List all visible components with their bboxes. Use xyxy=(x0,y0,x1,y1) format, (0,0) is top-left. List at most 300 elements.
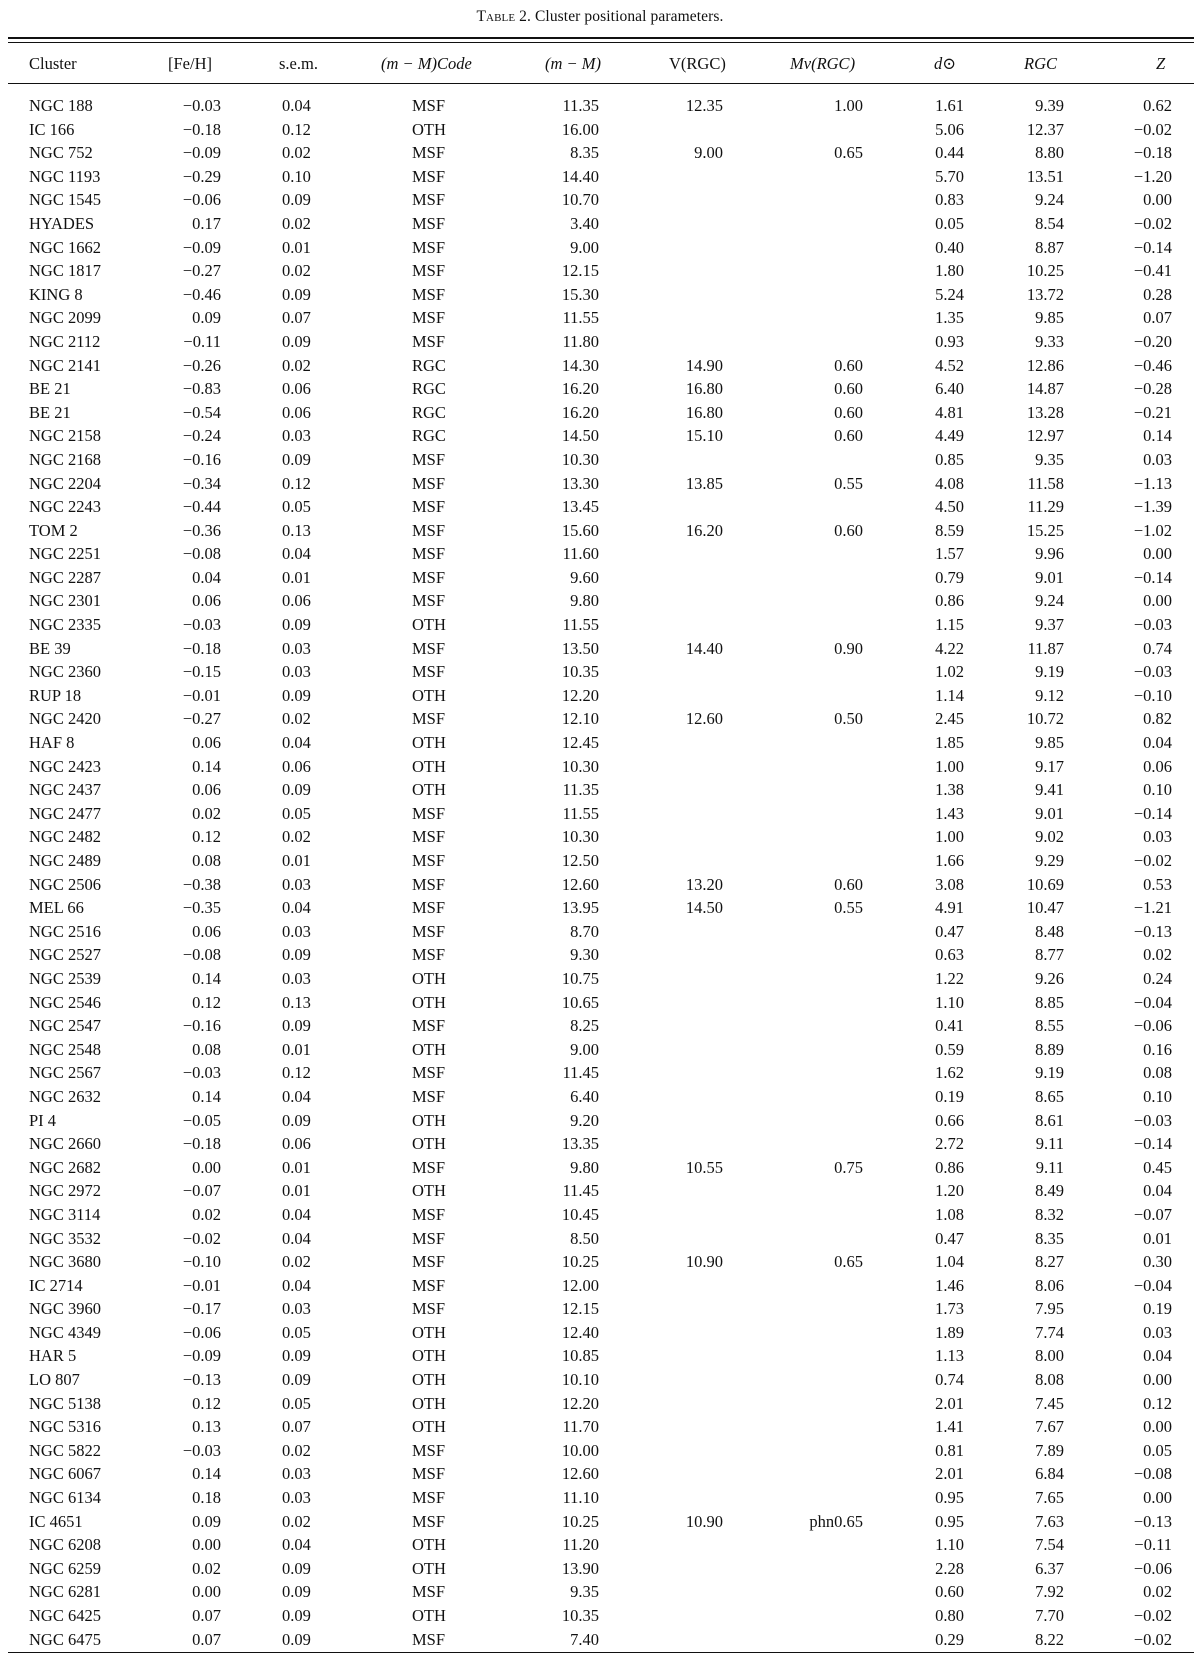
cell-sem: 0.01 xyxy=(282,567,311,587)
cell-sem: 0.03 xyxy=(282,874,311,894)
cell-rgc: 7.67 xyxy=(1035,1417,1064,1437)
cell-dsun: 1.57 xyxy=(935,544,964,564)
cell-dsun: 1.85 xyxy=(935,733,964,753)
cell-cluster: NGC 2972 xyxy=(29,1181,101,1201)
cell-mm: 11.35 xyxy=(562,780,599,800)
table-row xyxy=(0,896,1200,920)
cell-z: −0.03 xyxy=(1133,1110,1172,1130)
table-row xyxy=(0,637,1200,661)
cell-mm: 10.45 xyxy=(561,1204,599,1224)
cell-feh: −0.18 xyxy=(182,638,221,658)
cell-dsun: 2.72 xyxy=(935,1134,964,1154)
table-row xyxy=(0,1368,1200,1392)
table-caption xyxy=(0,8,1200,26)
cell-code: MSF xyxy=(412,544,446,564)
cell-sem: 0.07 xyxy=(282,308,311,328)
cell-rgc: 9.37 xyxy=(1035,615,1064,635)
cell-rgc: 9.17 xyxy=(1035,756,1064,776)
cell-feh: −0.03 xyxy=(182,96,221,115)
cell-feh: 0.14 xyxy=(192,968,221,988)
cell-code: MSF xyxy=(412,213,446,233)
cell-z: −0.14 xyxy=(1133,567,1172,587)
cell-mm: 14.30 xyxy=(561,355,599,375)
cell-dsun: 0.83 xyxy=(935,190,964,210)
cell-cluster: NGC 2251 xyxy=(29,544,101,564)
cell-code: MSF xyxy=(412,1488,446,1508)
cell-sem: 0.09 xyxy=(282,615,311,635)
cell-code: MSF xyxy=(412,1204,446,1224)
cell-cluster: NGC 3960 xyxy=(29,1299,101,1319)
cell-code: MSF xyxy=(412,803,446,823)
cell-code: MSF xyxy=(412,143,446,163)
cell-rgc: 14.87 xyxy=(1026,379,1064,399)
cell-z: −0.04 xyxy=(1133,1275,1172,1295)
cell-cluster: HAF 8 xyxy=(29,733,75,753)
cell-feh: −0.10 xyxy=(182,1252,221,1272)
cell-code: RGC xyxy=(412,402,446,422)
cell-sem: 0.04 xyxy=(282,1086,311,1106)
cell-mm: 16.00 xyxy=(561,119,599,139)
cell-cluster: NGC 752 xyxy=(29,143,93,163)
cell-mm: 8.35 xyxy=(570,143,599,163)
cell-code: OTH xyxy=(412,685,446,705)
cell-mm: 10.00 xyxy=(561,1440,599,1460)
cell-code: MSF xyxy=(412,1582,446,1602)
cell-z: −0.11 xyxy=(1134,1535,1172,1555)
header-rgc-text: RGC xyxy=(1024,54,1057,73)
cell-sem: 0.04 xyxy=(282,733,311,753)
cell-rgc: 9.24 xyxy=(1035,591,1064,611)
cell-cluster: NGC 1193 xyxy=(29,166,101,186)
cell-dsun: 1.89 xyxy=(935,1322,964,1342)
cell-cluster: PI 4 xyxy=(29,1110,57,1130)
table-body xyxy=(0,94,1200,1651)
cell-rgc: 7.92 xyxy=(1035,1582,1064,1602)
cell-feh: −0.07 xyxy=(182,1181,221,1201)
table-row xyxy=(0,188,1200,212)
cell-sem: 0.02 xyxy=(282,1252,311,1272)
cell-dsun: 2.01 xyxy=(935,1464,964,1484)
cell-feh: 0.13 xyxy=(192,1417,221,1437)
cell-mm: 12.60 xyxy=(561,1464,599,1484)
cell-dsun: 1.61 xyxy=(935,96,964,115)
cell-dsun: 0.29 xyxy=(935,1629,964,1649)
cell-feh: 0.14 xyxy=(192,756,221,776)
cell-z: −0.14 xyxy=(1133,1134,1172,1154)
cell-cluster: NGC 3680 xyxy=(29,1252,101,1272)
cell-mvrgc: 0.60 xyxy=(834,379,863,399)
cell-rgc: 10.72 xyxy=(1026,709,1064,729)
cell-sem: 0.02 xyxy=(282,355,311,375)
cell-sem: 0.09 xyxy=(282,190,311,210)
cell-mm: 9.00 xyxy=(570,237,599,257)
cell-sem: 0.02 xyxy=(282,213,311,233)
top-rule-thin xyxy=(8,42,1194,43)
table-row xyxy=(0,684,1200,708)
cell-dsun: 0.85 xyxy=(935,449,964,469)
cell-z: 0.01 xyxy=(1143,1228,1172,1248)
cell-code: MSF xyxy=(412,1275,446,1295)
cell-rgc: 9.12 xyxy=(1035,685,1064,705)
cell-vrgc: 10.90 xyxy=(685,1511,723,1531)
cell-dsun: 0.40 xyxy=(935,237,964,257)
cell-dsun: 1.41 xyxy=(935,1417,964,1437)
cell-rgc: 10.25 xyxy=(1026,261,1064,281)
cell-mm: 10.30 xyxy=(561,449,599,469)
cell-rgc: 8.48 xyxy=(1035,921,1064,941)
cell-code: MSF xyxy=(412,1252,446,1272)
header-cluster: Cluster xyxy=(29,54,77,73)
cell-code: MSF xyxy=(412,945,446,965)
cell-code: MSF xyxy=(412,473,446,493)
cell-feh: −0.38 xyxy=(182,874,221,894)
cell-vrgc: 13.85 xyxy=(685,473,723,493)
cell-sem: 0.09 xyxy=(282,1016,311,1036)
cell-rgc: 7.89 xyxy=(1035,1440,1064,1460)
cell-z: 0.30 xyxy=(1143,1252,1172,1272)
cell-feh: 0.02 xyxy=(192,1558,221,1578)
cell-z: 0.16 xyxy=(1143,1039,1172,1059)
cell-feh: 0.17 xyxy=(192,213,221,233)
cell-code: MSF xyxy=(412,261,446,281)
cell-dsun: 2.45 xyxy=(935,709,964,729)
cell-feh: 0.12 xyxy=(192,1393,221,1413)
cell-mm: 12.45 xyxy=(561,733,599,753)
cell-z: −0.02 xyxy=(1133,851,1172,870)
cell-rgc: 11.58 xyxy=(1027,473,1064,493)
cell-code: MSF xyxy=(412,1299,446,1319)
cell-sem: 0.03 xyxy=(282,921,311,941)
table-row xyxy=(0,354,1200,378)
cell-z: −0.02 xyxy=(1133,1606,1172,1625)
cell-sem: 0.04 xyxy=(282,96,311,115)
cell-code: OTH xyxy=(412,119,446,139)
table-row xyxy=(0,306,1200,330)
cell-rgc: 8.00 xyxy=(1035,1346,1064,1366)
cell-cluster: NGC 2099 xyxy=(29,308,101,328)
cell-rgc: 8.55 xyxy=(1035,1016,1064,1036)
table-row xyxy=(0,1297,1200,1321)
cell-feh: −0.08 xyxy=(182,945,221,965)
header-vrgc: V(RGC) xyxy=(669,54,726,73)
header-z-text: Z xyxy=(1156,54,1166,73)
cell-rgc: 9.26 xyxy=(1035,968,1064,988)
cell-cluster: NGC 2506 xyxy=(29,874,101,894)
table-row xyxy=(0,1179,1200,1203)
cell-mm: 9.80 xyxy=(570,1157,599,1177)
cell-cluster: NGC 1662 xyxy=(29,237,101,257)
cell-rgc: 9.96 xyxy=(1035,544,1064,564)
table-row xyxy=(0,1227,1200,1251)
cell-feh: −0.26 xyxy=(182,355,221,375)
cell-cluster: NGC 4349 xyxy=(29,1322,101,1342)
cell-sem: 0.04 xyxy=(282,1275,311,1295)
cell-code: OTH xyxy=(412,1322,446,1342)
cell-feh: 0.00 xyxy=(192,1582,221,1602)
cell-feh: 0.07 xyxy=(192,1629,221,1649)
cell-dsun: 1.14 xyxy=(935,685,964,705)
cell-mvrgc: 0.55 xyxy=(834,898,863,918)
cell-dsun: 4.08 xyxy=(935,473,964,493)
cell-z: 0.62 xyxy=(1143,96,1172,115)
cell-z: 0.10 xyxy=(1143,780,1172,800)
cell-sem: 0.06 xyxy=(282,756,311,776)
cell-rgc: 8.22 xyxy=(1035,1629,1064,1649)
cell-mvrgc: 0.65 xyxy=(834,143,863,163)
cell-feh: −0.09 xyxy=(182,1346,221,1366)
cell-code: MSF xyxy=(412,166,446,186)
cell-feh: −0.13 xyxy=(182,1370,221,1390)
cell-feh: 0.07 xyxy=(192,1606,221,1625)
cell-code: OTH xyxy=(412,1346,446,1366)
cell-z: 0.00 xyxy=(1143,1370,1172,1390)
cell-cluster: HYADES xyxy=(29,213,95,233)
cell-z: 0.00 xyxy=(1143,1417,1172,1437)
cell-cluster: KING 8 xyxy=(29,284,83,304)
cell-vrgc: 15.10 xyxy=(685,426,723,446)
cell-code: MSF xyxy=(412,284,446,304)
cell-sem: 0.13 xyxy=(282,520,311,540)
cell-z: 0.10 xyxy=(1143,1086,1172,1106)
cell-z: −0.13 xyxy=(1133,921,1172,941)
cell-dsun: 0.19 xyxy=(935,1086,964,1106)
cell-mm: 12.20 xyxy=(561,1393,599,1413)
cell-sem: 0.02 xyxy=(282,1511,311,1531)
cell-code: RGC xyxy=(412,355,446,375)
cell-mm: 13.35 xyxy=(561,1134,599,1154)
cell-mvrgc: 0.75 xyxy=(834,1157,863,1177)
cell-code: OTH xyxy=(412,1181,446,1201)
cell-rgc: 7.45 xyxy=(1035,1393,1064,1413)
cell-mm: 9.35 xyxy=(570,1582,599,1602)
cell-mm: 9.30 xyxy=(570,945,599,965)
cell-rgc: 8.85 xyxy=(1035,992,1064,1012)
cell-code: MSF xyxy=(412,1086,446,1106)
cell-rgc: 8.08 xyxy=(1035,1370,1064,1390)
cell-cluster: NGC 2423 xyxy=(29,756,101,776)
cell-dsun: 1.73 xyxy=(935,1299,964,1319)
cell-sem: 0.03 xyxy=(282,1299,311,1319)
header-dsun xyxy=(934,54,956,74)
cell-z: −0.02 xyxy=(1133,1629,1172,1649)
cell-feh: 0.06 xyxy=(192,780,221,800)
cell-sem: 0.12 xyxy=(282,1063,311,1083)
cell-rgc: 7.70 xyxy=(1035,1606,1064,1625)
table-row xyxy=(0,1014,1200,1038)
cell-cluster: NGC 6475 xyxy=(29,1629,101,1649)
table-row xyxy=(0,377,1200,401)
cell-dsun: 1.22 xyxy=(935,968,964,988)
table-row xyxy=(0,519,1200,543)
cell-cluster: NGC 2301 xyxy=(29,591,101,611)
table-row xyxy=(0,873,1200,897)
cell-sem: 0.05 xyxy=(282,1393,311,1413)
cell-dsun: 6.40 xyxy=(935,379,964,399)
cell-dsun: 4.49 xyxy=(935,426,964,446)
cell-z: 0.45 xyxy=(1143,1157,1172,1177)
cell-dsun: 1.38 xyxy=(935,780,964,800)
cell-mm: 13.95 xyxy=(561,898,599,918)
cell-feh: −0.15 xyxy=(182,662,221,682)
cell-mm: 12.20 xyxy=(561,685,599,705)
cell-cluster: NGC 2482 xyxy=(29,827,101,847)
cell-code: MSF xyxy=(412,709,446,729)
cell-mm: 12.00 xyxy=(561,1275,599,1295)
cell-rgc: 9.02 xyxy=(1035,827,1064,847)
cell-mm: 6.40 xyxy=(570,1086,599,1106)
cell-dsun: 1.02 xyxy=(935,662,964,682)
cell-rgc: 9.85 xyxy=(1035,308,1064,328)
cell-sem: 0.05 xyxy=(282,1322,311,1342)
cell-cluster: NGC 2420 xyxy=(29,709,101,729)
table-row xyxy=(0,259,1200,283)
cell-rgc: 9.29 xyxy=(1035,851,1064,870)
cell-mm: 13.30 xyxy=(561,473,599,493)
cell-vrgc: 14.50 xyxy=(685,898,723,918)
cell-rgc: 9.19 xyxy=(1035,1063,1064,1083)
cell-feh: 0.08 xyxy=(192,1039,221,1059)
cell-feh: 0.09 xyxy=(192,308,221,328)
cell-mm: 9.60 xyxy=(570,567,599,587)
table-caption-text: Cluster positional parameters. xyxy=(534,8,724,25)
cell-sem: 0.05 xyxy=(282,497,311,517)
table-row xyxy=(0,1250,1200,1274)
cell-mm: 10.30 xyxy=(561,827,599,847)
table-row xyxy=(0,1557,1200,1581)
table-row xyxy=(0,920,1200,944)
cell-feh: 0.12 xyxy=(192,992,221,1012)
cell-rgc: 7.63 xyxy=(1035,1511,1064,1531)
cell-z: 0.19 xyxy=(1143,1299,1172,1319)
table-row xyxy=(0,967,1200,991)
cell-feh: −0.08 xyxy=(182,544,221,564)
cell-sem: 0.02 xyxy=(282,827,311,847)
cell-code: OTH xyxy=(412,1606,446,1625)
cell-z: 0.28 xyxy=(1143,284,1172,304)
cell-sem: 0.04 xyxy=(282,898,311,918)
table-row xyxy=(0,1462,1200,1486)
cell-feh: −0.01 xyxy=(182,1275,221,1295)
cell-z: 0.06 xyxy=(1143,756,1172,776)
cell-code: OTH xyxy=(412,1558,446,1578)
cell-dsun: 0.95 xyxy=(935,1511,964,1531)
cell-feh: −0.02 xyxy=(182,1228,221,1248)
cell-dsun: 1.35 xyxy=(935,308,964,328)
cell-rgc: 10.47 xyxy=(1026,898,1064,918)
table-row xyxy=(0,1439,1200,1463)
cell-sem: 0.09 xyxy=(282,449,311,469)
cell-z: −0.10 xyxy=(1133,685,1172,705)
cell-cluster: NGC 6425 xyxy=(29,1606,101,1625)
cell-code: MSF xyxy=(412,591,446,611)
cell-rgc: 8.65 xyxy=(1035,1086,1064,1106)
cell-rgc: 8.87 xyxy=(1035,237,1064,257)
cell-mvrgc: 0.55 xyxy=(834,473,863,493)
cell-sem: 0.03 xyxy=(282,662,311,682)
cell-dsun: 3.08 xyxy=(935,874,964,894)
table-row xyxy=(0,118,1200,142)
cell-vrgc: 10.90 xyxy=(685,1252,723,1272)
cell-sem: 0.09 xyxy=(282,1629,311,1649)
cell-code: OTH xyxy=(412,1535,446,1555)
cell-z: 0.08 xyxy=(1143,1063,1172,1083)
cell-mm: 8.50 xyxy=(570,1228,599,1248)
cell-code: MSF xyxy=(412,1511,446,1531)
cell-rgc: 7.65 xyxy=(1035,1488,1064,1508)
cell-vrgc: 14.90 xyxy=(685,355,723,375)
cell-mm: 12.15 xyxy=(561,261,599,281)
cell-dsun: 0.93 xyxy=(935,331,964,351)
cell-dsun: 0.79 xyxy=(935,567,964,587)
cell-cluster: NGC 2204 xyxy=(29,473,101,493)
cell-mm: 11.20 xyxy=(562,1535,599,1555)
cell-feh: −0.29 xyxy=(182,166,221,186)
cell-feh: −0.34 xyxy=(182,473,221,493)
cell-sem: 0.02 xyxy=(282,143,311,163)
cell-mm: 10.35 xyxy=(561,662,599,682)
top-rule xyxy=(8,37,1194,39)
cell-mvrgc: 0.60 xyxy=(834,355,863,375)
cell-sem: 0.09 xyxy=(282,1606,311,1625)
cell-code: OTH xyxy=(412,615,446,635)
table-row xyxy=(0,495,1200,519)
table-row xyxy=(0,1061,1200,1085)
cell-sem: 0.06 xyxy=(282,402,311,422)
cell-mm: 9.00 xyxy=(570,1039,599,1059)
header-mvrgc xyxy=(790,54,855,74)
cell-cluster: TOM 2 xyxy=(29,520,78,540)
cell-dsun: 0.47 xyxy=(935,1228,964,1248)
cell-cluster: NGC 2141 xyxy=(29,355,101,375)
cell-dsun: 1.66 xyxy=(935,851,964,870)
cell-code: MSF xyxy=(412,638,446,658)
table-row xyxy=(0,1533,1200,1557)
cell-code: RGC xyxy=(412,426,446,446)
cell-feh: −0.09 xyxy=(182,143,221,163)
cell-mm: 12.15 xyxy=(561,1299,599,1319)
cell-rgc: 8.89 xyxy=(1035,1039,1064,1059)
table-row xyxy=(0,1274,1200,1298)
cell-cluster: NGC 6281 xyxy=(29,1582,101,1602)
cell-z: −0.20 xyxy=(1133,331,1172,351)
cell-z: −0.28 xyxy=(1133,379,1172,399)
table-row xyxy=(0,1580,1200,1604)
cell-mm: 16.20 xyxy=(561,379,599,399)
cell-cluster: NGC 2112 xyxy=(29,331,101,351)
cell-feh: 0.14 xyxy=(192,1086,221,1106)
table-row xyxy=(0,943,1200,967)
table-row xyxy=(0,1109,1200,1133)
cell-sem: 0.09 xyxy=(282,1370,311,1390)
cell-dsun: 0.86 xyxy=(935,591,964,611)
cell-z: −0.46 xyxy=(1133,355,1172,375)
cell-code: MSF xyxy=(412,1228,446,1248)
cell-mm: 8.70 xyxy=(570,921,599,941)
cell-code: OTH xyxy=(412,1417,446,1437)
cell-z: 0.14 xyxy=(1143,426,1172,446)
table-row xyxy=(0,1392,1200,1416)
cell-dsun: 0.63 xyxy=(935,945,964,965)
cell-dsun: 1.10 xyxy=(935,992,964,1012)
cell-code: OTH xyxy=(412,992,446,1012)
cell-rgc: 8.49 xyxy=(1035,1181,1064,1201)
cell-feh: −0.24 xyxy=(182,426,221,446)
cell-z: 0.74 xyxy=(1143,638,1172,658)
cell-mm: 10.65 xyxy=(561,992,599,1012)
cell-cluster: IC 166 xyxy=(29,119,75,139)
cell-sem: 0.01 xyxy=(282,851,311,870)
cell-code: MSF xyxy=(412,237,446,257)
